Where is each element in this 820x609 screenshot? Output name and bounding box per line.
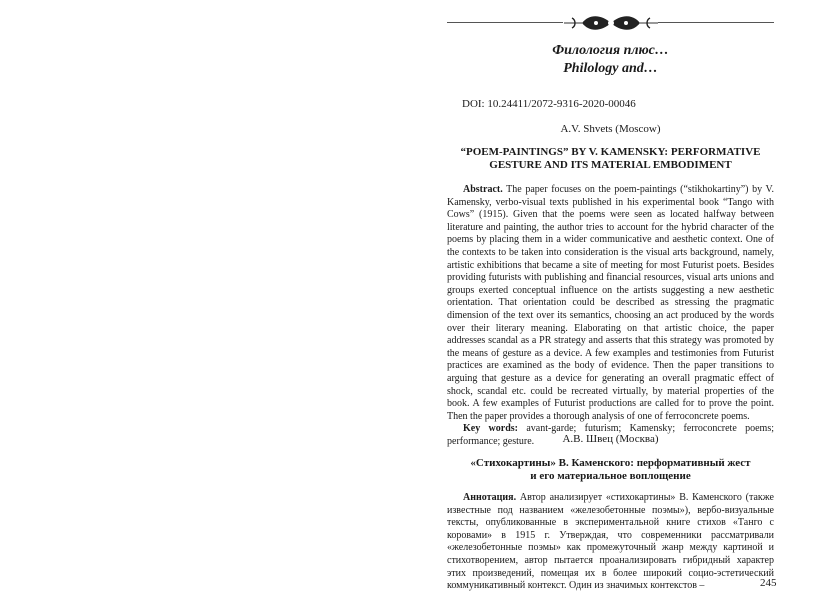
- ornament-icon: [562, 12, 660, 34]
- abstract-ru-text: Автор анализирует «стихокартины» В. Каменского (также известные под названием «железобетонные поэмы»), вербо-визуальные тексты, опубликованные в экспериментальной книге стихов «Танго с коровами» в 1915 г. Утверждая, что современники рассматривали «железобетонные поэмы» как промежуточный жанр между картиной и стихотворением, автор пытается проанализировать гибридный характер этих произведений, помещая их в более широкий социо-эстетический коммуникативный контекст. Один из значимых контекстов –: [447, 492, 774, 592]
- doi: DOI: 10.24411/2072-9316-2020-00046: [462, 98, 636, 110]
- article-title-ru-line2: и его материальное воплощение: [530, 470, 691, 482]
- abstract-ru: [447, 492, 774, 593]
- author-en: A.V. Shvets (Moscow): [560, 123, 661, 135]
- article-title-ru-line1: «Стихокартины» В. Каменского: перформативный жест: [470, 457, 751, 469]
- keywords-text: avant-garde; futurism; Kamensky; ferroconcrete poems; performance; gesture.: [447, 423, 774, 447]
- header-rule-left: [447, 22, 563, 23]
- abstract-en-paragraph: [447, 184, 774, 423]
- page-number: 245: [760, 577, 777, 589]
- keywords-label: Key words:: [463, 423, 518, 435]
- author-ru: А.В. Швец (Москва): [562, 433, 659, 445]
- abstract-ru-paragraph: [447, 492, 774, 593]
- journal-title-en: Philology and…: [563, 61, 658, 76]
- article-title-en-line1: “POEM-PAINTINGS” BY V. KAMENSKY: PERFORMATIVE: [460, 146, 761, 158]
- journal-title-ru: Филология плюс…: [552, 43, 669, 58]
- article-title-en-line2: GESTURE AND ITS MATERIAL EMBODIMENT: [489, 159, 732, 171]
- abstract-en: [447, 184, 774, 448]
- header-rule-right: [658, 22, 774, 23]
- abstract-text: The paper focuses on the poem-paintings (“stikhokartiny”) by V. Kamensky, verbo-visual texts published in his experimental book “Tango with Cows” (1915). Given that the poems were seen as located halfway between literature and painting, the author tries to account for the hybrid character of the poems by placing them in a wider communicative and aesthetic context. One of the contexts to be taken into consideration is the visual arts background, namely, artistic exhibitions that became a site of meeting for most Futurist poets. Besides providing futurists with publishing and financial resources, visual arts unions and groups exerted conceptual influence on the artists suggesting a new aesthetic orientation. That orientation could be described as stressing the pragmatic dimension of the text over its semantics, choosing an act produced by the words over their literary meaning. Elaborating on that artistic choice, the paper addresses scandal as a PR strategy and asserts that this strategy was promoted by the means of gesture as a device. A few examples and testimonies from Futurist practices are examined as the body of evidence. Then the paper transitions to arguing that gesture as a device for generating an overall pragmatic effect of shock, scandal etc. could be recreated virtually, by material properties of the book. A few examples of Futurist productions are called for to prove the point. Then the paper provides a thorough analysis of one of ferroconcrete poems.: [447, 184, 774, 422]
- abstract-ru-label: Аннотация.: [463, 492, 517, 503]
- abstract-label: Abstract.: [463, 184, 503, 195]
